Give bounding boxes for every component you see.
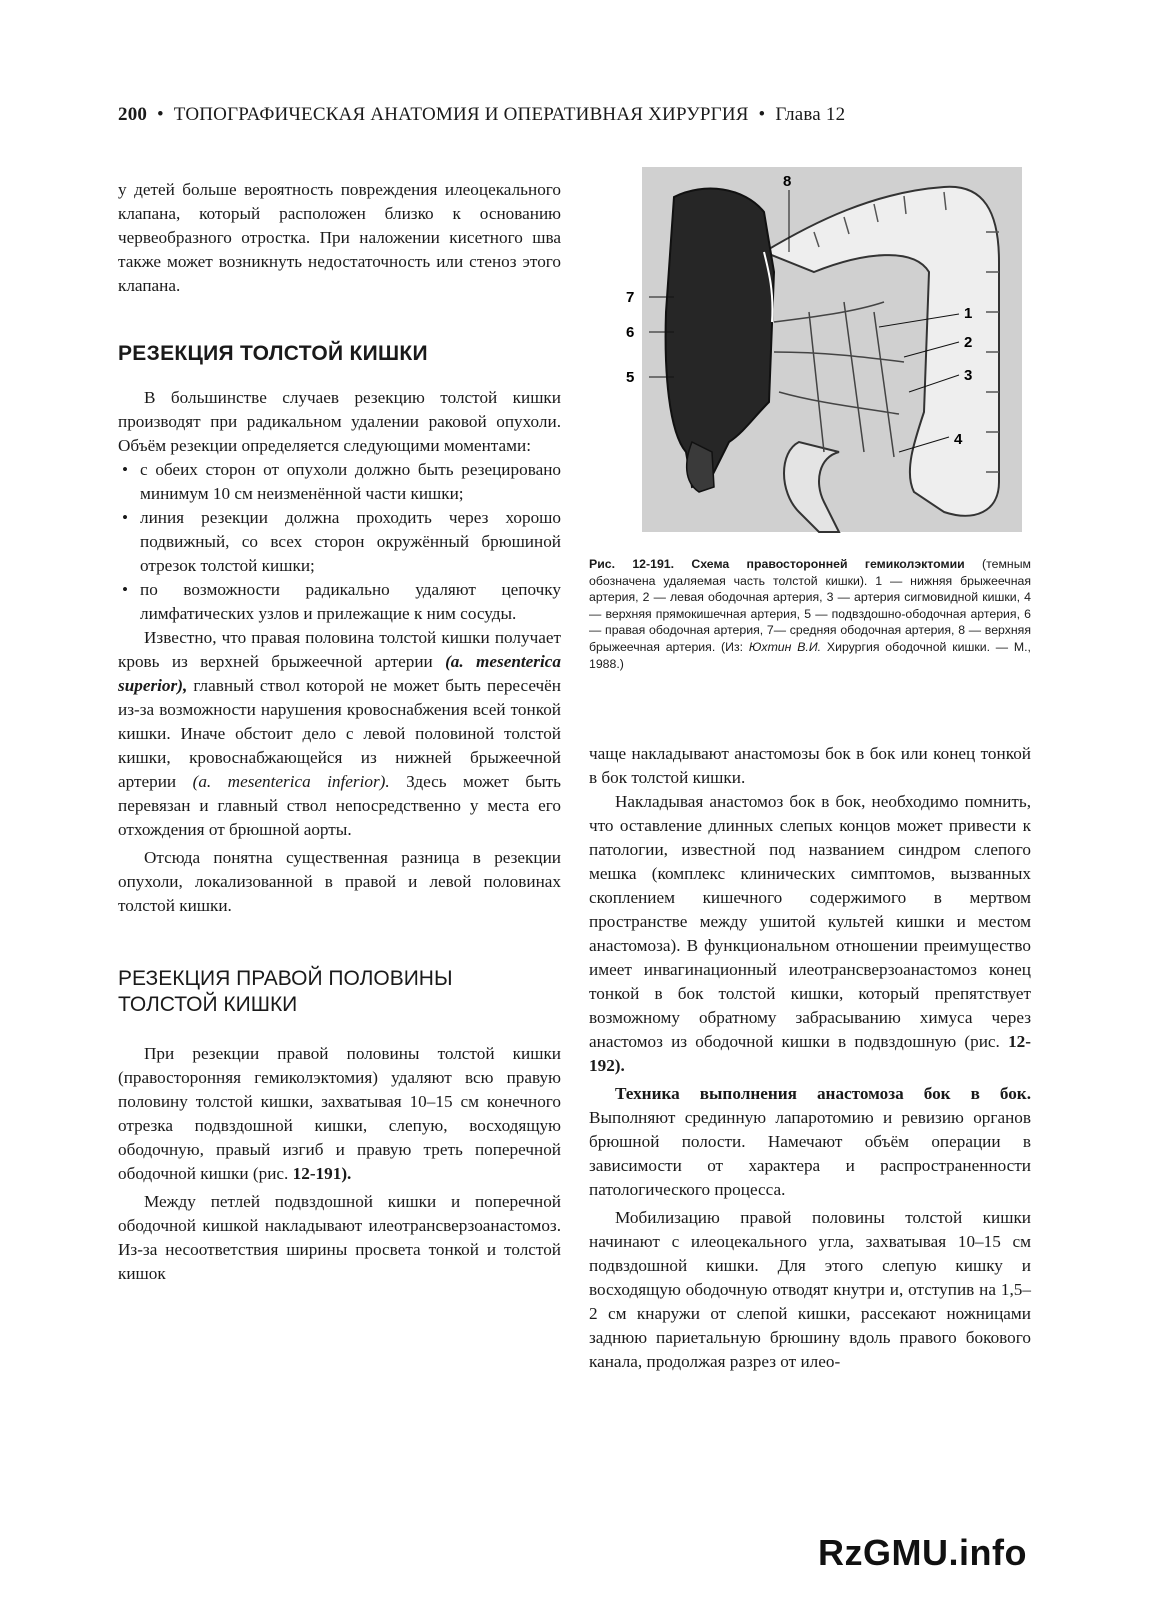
figure-label-4: 4	[954, 431, 963, 448]
paragraph: В большинстве случаев резекцию толстой кишки производят при радикальном удалении раковой опухоли. Объём резекции определяется следующими моментами:	[118, 388, 561, 455]
caption-author: Юхтин В.И.	[748, 639, 822, 654]
figure-label-8: 8	[783, 173, 792, 190]
section-title-right-half	[118, 966, 561, 1018]
criteria-list	[118, 458, 561, 626]
figure-label-3: 3	[964, 367, 973, 384]
figure-label-7: 7	[626, 289, 635, 306]
text-run: Здесь может быть перевязан и главный ствол непосредственно у места его отхождения от брюшной аорты.	[118, 772, 561, 839]
paragraph: Отсюда понятна существенная разница в резекции опухоли, локализованной в правой и левой половинах толстой кишки.	[118, 848, 561, 915]
list-item: • линия резекции должна проходить через хорошо подвижный, со всех сторон окружённый брюшиной отрезок толстой кишки;	[118, 506, 561, 578]
caption-end: Хирургия ободочной кишки. — М., 1988.)	[589, 639, 1031, 671]
technique-heading: Техника выполнения анастомоза бок в бок.	[615, 1084, 1031, 1103]
caption-title: Рис. 12-191. Схема правосторонней гемиколэктомии	[589, 557, 965, 571]
figure-label-6: 6	[626, 324, 635, 341]
hemicolectomy-figure	[614, 152, 1034, 542]
running-header	[118, 104, 958, 126]
list-item: • с обеих сторон от опухоли должно быть резецировано минимум 10 см неизменённой части кишки;	[118, 458, 561, 506]
text-run: При резекции правой половины толстой кишки (правосторонняя гемиколэктомия) удаляют всю правую половину толстой кишки, захватывая 10–15 см конечного отрезка подвздошной кишки, слепую, восходящую ободочную, правый изгиб и правую треть поперечной ободочной кишки (рис.	[118, 1044, 561, 1183]
paragraph: Мобилизацию правой половины толстой кишки начинают с илеоцекального угла, захватывая 10–15 см подвздошной кишки. Для этого слепую кишку и восходящую ободочную отводят кнутри и, отступив на 1,5–2 см кнаружи от слепой кишки, рассекают ножницами заднюю париетальную брюшину вдоль правого бокового канала, продолжая разрез от илео-	[589, 1208, 1031, 1371]
paragraph: Между петлей подвздошной кишки и поперечной ободочной кишкой накладывают илеотрансверзоанастомоз. Из-за несоответствия ширины просвета тонкой и толстой кишок	[118, 1192, 561, 1283]
section-title-colon-resection: РЕЗЕКЦИЯ ТОЛСТОЙ КИШКИ	[118, 342, 428, 365]
right-column	[589, 742, 1031, 1374]
header-bullet: •	[157, 104, 164, 125]
latin-term: (a. mesenterica inferior).	[192, 772, 390, 791]
paragraph: чаще накладывают анастомозы бок в бок или конец тонкой в бок толстой кишки.	[589, 744, 1031, 787]
list-item: • по возможности радикально удаляют цепочку лимфатических узлов и прилежащие к ним сосуды.	[118, 578, 561, 626]
title-line: РЕЗЕКЦИЯ ПРАВОЙ ПОЛОВИНЫ	[118, 967, 453, 990]
page-number: 200	[118, 104, 148, 125]
text-run: Выполняют срединную лапаротомию и ревизию органов брюшной полости. Намечают объём операции в зависимости от характера и распространенности патологического процесса.	[589, 1108, 1031, 1199]
caption-text: (темным обозначена удаляемая часть толстой кишки). 1 — нижняя брыжеечная артерия, 2 — левая ободочная артерия, 3 — артерия сигмовидной кишки, 4 — верхняя прямокишечная артерия, 5 — подвздошно-ободочная артерия, 6 — правая ободочная артерия, 7— средняя ободочная артерия, 8 — верхняя брыжеечная артерия. (Из:	[589, 557, 1031, 654]
figure-label-5: 5	[626, 369, 635, 386]
title-line: ТОЛСТОЙ КИШКИ	[118, 993, 298, 1016]
text-run: главный ствол которой не может быть пересечён из-за возможности нарушения кровоснабжения всей тонкой кишки. Иначе обстоит дело с левой половиной толстой кишки, кровоснабжающейся из нижней брыжеечной артерии	[118, 676, 561, 791]
figure-label-2: 2	[964, 334, 973, 351]
left-column	[118, 178, 561, 1286]
intro-paragraph: у детей больше вероятность повреждения илеоцекального клапана, который расположен близко к основанию червеобразного отростка. При наложении кисетного шва также может возникнуть недостаточность или стеноз этого клапана.	[118, 180, 561, 295]
figure-label-1: 1	[964, 305, 973, 322]
text-run: Известно, что правая половина толстой кишки получает кровь из верхней брыжеечной артерии	[118, 628, 561, 671]
chapter-label: Глава 12	[775, 104, 846, 125]
paragraph-hemicolectomy	[118, 1042, 561, 1186]
text-run: Накладывая анастомоз бок в бок, необходимо помнить, что оставление длинных слепых концов может привести к патологии, известной под названием синдром слепого мешка (комплекс клинических симптомов, вызванных скоплением кишечного содержимого в мертвом пространстве между ушитой культей кишки и местом анастомоза). В функциональном отношении преимущество имеет инвагинационный илеотрансверзоанастомоз конец тонкой в бок толстой кишки, который препятствует возможному обратному забрасыванию химуса через анастомоз из ободочной кишки в подвздошную (рис.	[589, 792, 1031, 1051]
watermark: RzGMU.info	[818, 1532, 1027, 1573]
figure-reference[interactable]: 12-192).	[589, 1032, 1031, 1075]
header-bullet-2: •	[758, 104, 766, 125]
figure-caption	[589, 556, 1031, 672]
paragraph-blood-supply	[118, 626, 561, 842]
book-title: ТОПОГРАФИЧЕСКАЯ АНАТОМИЯ И ОПЕРАТИВНАЯ ХИРУРГИЯ	[173, 104, 749, 125]
figure-reference[interactable]: 12-191).	[292, 1164, 352, 1183]
paragraph-blind-loop	[589, 790, 1031, 1078]
latin-term: (a. mesenterica superior),	[118, 652, 561, 695]
paragraph-technique	[589, 1082, 1031, 1202]
